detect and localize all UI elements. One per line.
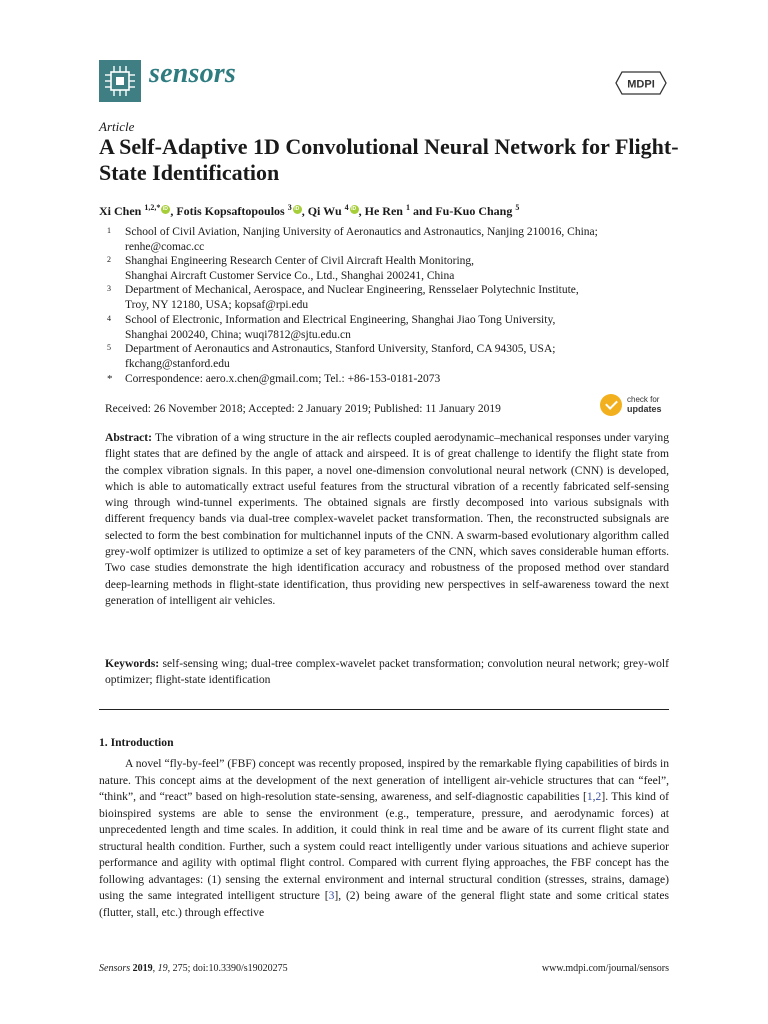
article-title: A Self-Adaptive 1D Convolutional Neural Network for Flight-State Identification <box>99 134 679 185</box>
affiliation-line[interactable]: renhe@comac.cc <box>125 241 205 253</box>
footer-year: 2019 <box>132 963 153 974</box>
abstract <box>105 430 669 609</box>
keywords <box>105 656 669 689</box>
author-name[interactable]: Qi Wu <box>307 204 342 218</box>
affiliation-number: 5 <box>107 343 111 352</box>
footer-citation: Sensors 2019, 19, 275; doi:10.3390/s19020275 <box>99 963 288 974</box>
author-separator: and <box>409 204 436 218</box>
mdpi-logo-text: MDPI <box>627 78 655 91</box>
footer-doi[interactable]: , 275; doi:10.3390/s19020275 <box>167 963 288 974</box>
author-affil-sup: 1 <box>405 203 410 212</box>
affiliation-line: Shanghai Aircraft Customer Service Co., Ltd., Shanghai 200241, China <box>125 270 455 282</box>
keywords-text: self-sensing wing; dual-tree complex-wavelet packet transformation; convolution neural network; grey-wolf optimizer; flight-state identification <box>105 657 669 687</box>
author-name[interactable]: Fu-Kuo Chang <box>435 204 513 218</box>
journal-logo <box>99 60 141 102</box>
affiliation-line[interactable]: fkchang@stanford.edu <box>125 358 230 370</box>
author-separator: , <box>170 204 177 218</box>
footer-url[interactable]: www.mdpi.com/journal/sensors <box>541 963 669 974</box>
affiliation-number: 4 <box>107 314 111 323</box>
introduction-paragraph <box>99 756 669 921</box>
affiliation-5 <box>99 342 659 372</box>
affiliation-line: Department of Mechanical, Aerospace, and Nuclear Engineering, Rensselaer Polytechnic Institute, <box>125 284 579 296</box>
author-affil-sup: 1,2,* <box>144 203 161 212</box>
affiliation-number: 3 <box>107 284 111 293</box>
correspondence <box>99 372 659 387</box>
section-divider <box>99 709 669 710</box>
author-affil-sup: 5 <box>515 203 520 212</box>
publication-dates: Received: 26 November 2018; Accepted: 2 January 2019; Published: 11 January 2019 <box>105 403 501 415</box>
footer-volume: 19 <box>157 963 168 974</box>
affiliation-4 <box>99 313 659 343</box>
author-separator: , <box>301 204 308 218</box>
footer-journal: Sensors <box>99 963 131 974</box>
orcid-icon[interactable] <box>161 205 170 214</box>
intro-text: ]. This kind of bioinspired systems are able to sense the environment (e.g., temperature, pressure, and aerodynamic forces) at unprecedented length and time scales. In addition, it could think in real time and be aware of its current flight state and structural health condition. Further, such a system could react intelligently under various situations and achieve superior performance and agility with optimal flight control. Compared with current flying approaches, the FBF concept has the following advantages: (1) sensing the external environment and internal structural condition (stresses, strains, damage) using the same integrated intelligent structure [ <box>99 790 669 902</box>
citation-link[interactable]: 3 <box>328 889 335 902</box>
affiliation-line: Shanghai Engineering Research Center of Civil Aircraft Health Monitoring, <box>125 255 475 267</box>
author-affil-sup: 3 <box>287 203 292 212</box>
affiliation-number: 2 <box>107 255 111 264</box>
citation-link[interactable]: 1,2 <box>586 790 602 803</box>
orcid-icon[interactable] <box>293 205 302 214</box>
keywords-label: Keywords: <box>105 657 160 670</box>
journal-name[interactable]: sensors <box>149 58 236 89</box>
orcid-icon[interactable] <box>350 205 359 214</box>
affiliation-number: 1 <box>107 226 111 235</box>
abstract-text: The vibration of a wing structure in the air reflects coupled aerodynamic–mechanical responses under varying flight states that are defined by the angle of attack and airspeed. It is of great challenge to identify the flight state from the complex vibration signals. In this paper, a novel one-dimension convolutional neural network (CNN) is developed, which is able to automatically extract useful features from the structural vibration of a recently fabricated self-sensing wing through wind-tunnel experiments. The obtained signals are firstly decomposed into various subsignals with different frequency bands via dual-tree complex-wavelet packet transformation. Then, the reconstructed subsignals are selected to form the best combination for multichannel inputs of the CNN. A swarm-based evolutionary algorithm called grey-wolf optimizer is utilized to optimize a set of key parameters of the CNN, which saves considerable human efforts. Two case studies demonstrate the high identification accuracy and robustness of the proposed method over standard deep-learning methods in flight-state identification, thus providing new perspectives in self-awareness toward the next generation of intelligent air vehicles. <box>105 431 669 607</box>
author-name[interactable]: Fotis Kopsaftopoulos <box>176 204 285 218</box>
affiliation-1 <box>99 225 659 255</box>
check-updates-line2: updates <box>627 404 662 414</box>
check-icon <box>600 394 622 416</box>
abstract-label: Abstract: <box>105 431 153 444</box>
affiliation-line: School of Civil Aviation, Nanjing University of Aeronautics and Astronautics, Nanjing 210016, China; <box>125 226 598 238</box>
affiliation-3 <box>99 283 659 313</box>
article-type: Article <box>99 119 135 134</box>
correspondence-line[interactable]: Correspondence: aero.x.chen@gmail.com; Tel.: +86-153-0181-2073 <box>125 373 441 385</box>
affiliation-line: Department of Aeronautics and Astronautics, Stanford University, Stanford, CA 94305, USA; <box>125 343 556 355</box>
check-updates-line1: check for <box>627 395 660 404</box>
intro-text: A novel “fly-by-feel” (FBF) concept was recently proposed, inspired by the remarkable flying capabilities of birds in nature. This concept aims at the development of the next generation of intelligent air-vehicle structures that can “feel”, “think”, and “react” based on high-resolution state-sensing, awareness, and self-diagnostic capabilities [ <box>99 757 669 803</box>
author-affil-sup: 4 <box>344 203 349 212</box>
affiliation-line: School of Electronic, Information and Electrical Engineering, Shanghai Jiao Tong University, <box>125 314 556 326</box>
author-list <box>99 203 519 219</box>
section-heading: 1. Introduction <box>99 736 174 749</box>
affiliation-number: * <box>107 373 113 385</box>
affiliation-line[interactable]: Shanghai 200240, China; wuqi7812@sjtu.edu.cn <box>125 329 351 341</box>
intro-text: ], (2) being aware of the general flight state and some critical states (flutter, stall, etc.) through effective <box>99 889 669 919</box>
author-name[interactable]: He Ren <box>364 204 403 218</box>
author-separator: , <box>358 204 365 218</box>
author-name[interactable]: Xi Chen <box>99 204 142 218</box>
mdpi-logo[interactable] <box>614 70 668 96</box>
affiliation-line[interactable]: Troy, NY 12180, USA; kopsaf@rpi.edu <box>125 299 309 311</box>
check-for-updates-button[interactable] <box>600 393 680 421</box>
affiliation-2 <box>99 254 659 284</box>
